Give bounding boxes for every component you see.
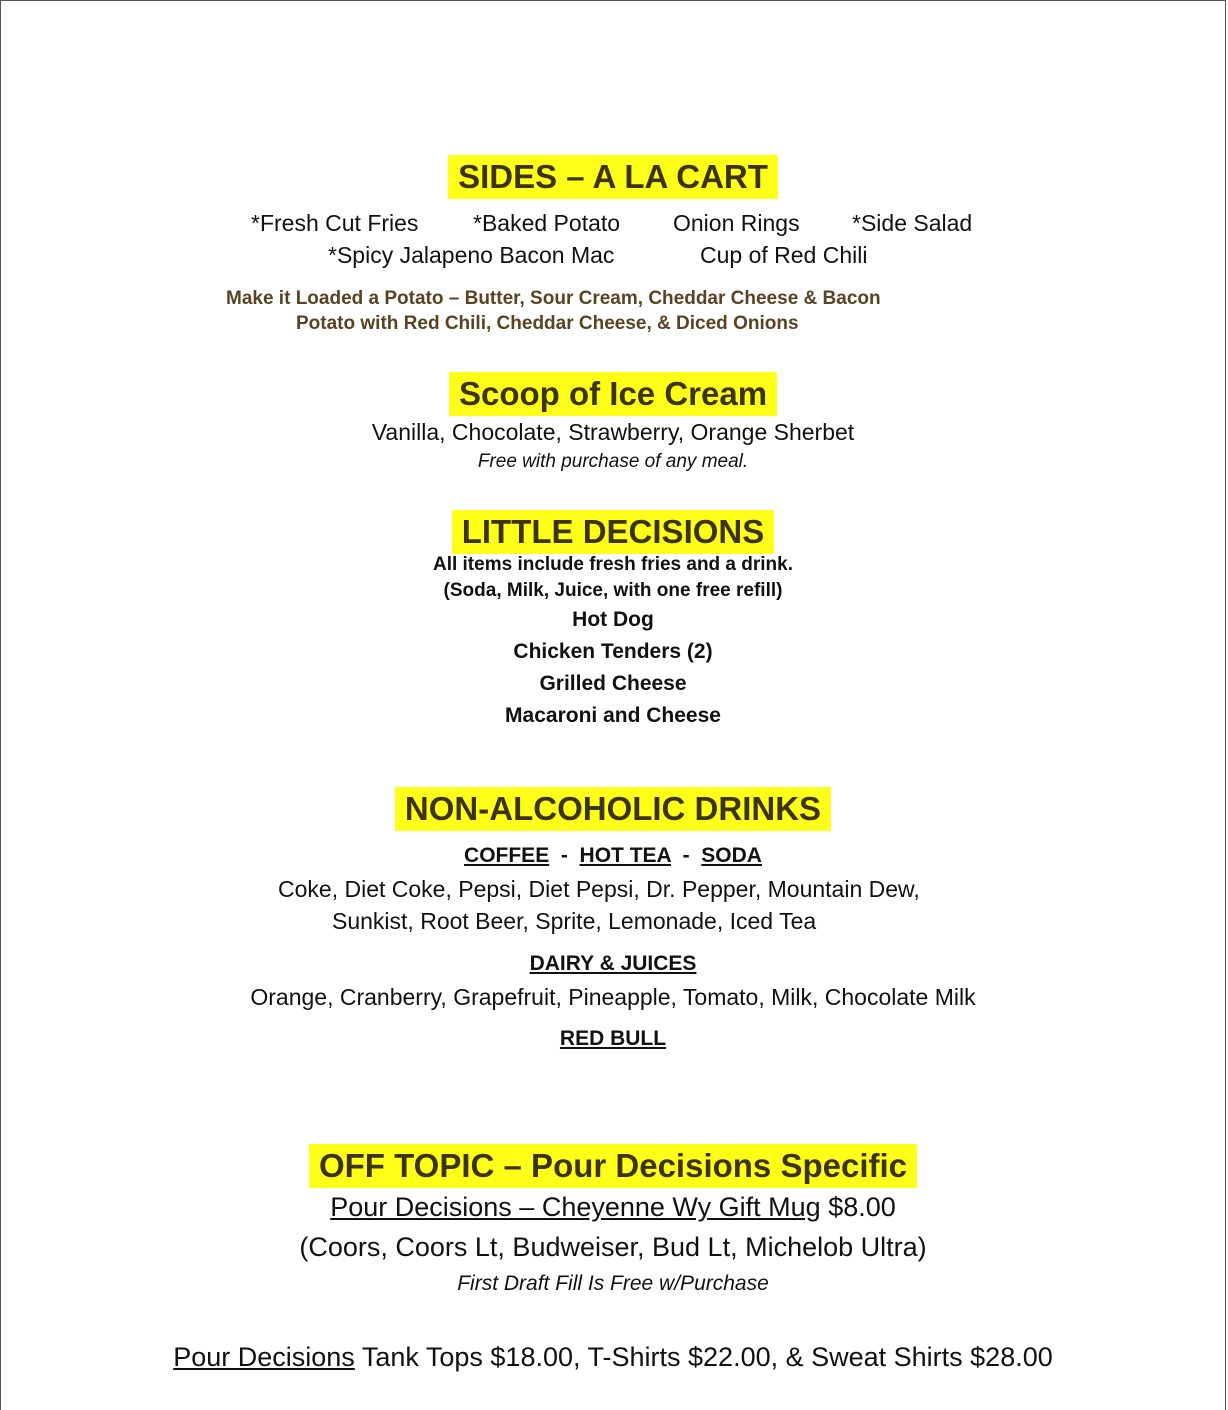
side-baked-potato: *Baked Potato: [473, 210, 621, 236]
loaded-potato-line-1: Make it Loaded a Potato – Butter, Sour Cream, Cheddar Cheese & Bacon: [226, 288, 881, 309]
loaded-potato-line-2: Potato with Red Chili, Cheddar Cheese, & Diced Onions: [296, 313, 799, 334]
merch-brand: Pour Decisions: [173, 1342, 355, 1372]
kids-item-chicken-tenders: Chicken Tenders (2): [513, 640, 713, 663]
ice-cream-title: Scoop of Ice Cream: [449, 372, 777, 416]
kids-item-mac-cheese: Macaroni and Cheese: [505, 704, 721, 727]
mug-line: [1, 1192, 1225, 1223]
separator: -: [560, 844, 568, 867]
off-topic-title: OFF TOPIC – Pour Decisions Specific: [309, 1144, 917, 1188]
sides-title: SIDES – A LA CART: [448, 155, 778, 199]
mug-label: Pour Decisions – Cheyenne Wy Gift Mug: [330, 1192, 821, 1222]
side-fries: *Fresh Cut Fries: [251, 210, 419, 236]
little-decisions-title: LITTLE DECISIONS: [452, 510, 775, 554]
merch-prices: Tank Tops $18.00, T-Shirts $22.00, & Sweat Shirts $28.00: [354, 1342, 1053, 1372]
side-salad: *Side Salad: [852, 210, 973, 236]
off-topic-section: [1, 1144, 1225, 1188]
soda-list-2: Sunkist, Root Beer, Sprite, Lemonade, Iced Tea: [332, 908, 817, 934]
dairy-title: DAIRY & JUICES: [529, 952, 697, 975]
kids-note-1: All items include fresh fries and a drink.: [432, 554, 794, 575]
sides-section: [1, 155, 1225, 199]
mug-price: $8.00: [820, 1192, 896, 1222]
little-decisions-section: [1, 510, 1225, 554]
side-onion-rings: Onion Rings: [673, 210, 800, 236]
fill-note: First Draft Fill Is Free w/Purchase: [457, 1272, 769, 1295]
soda-label: SODA: [701, 844, 762, 867]
red-bull-label: RED BULL: [559, 1027, 667, 1050]
drinks-title: NON-ALCOHOLIC DRINKS: [395, 787, 831, 831]
ice-cream-flavors: Vanilla, Chocolate, Strawberry, Orange Sherbet: [371, 419, 855, 445]
drinks-section: [1, 787, 1225, 831]
kids-item-grilled-cheese: Grilled Cheese: [539, 672, 687, 695]
beer-list: (Coors, Coors Lt, Budweiser, Bud Lt, Michelob Ultra): [299, 1232, 927, 1262]
merch-line: [1, 1342, 1225, 1373]
coffee-label: COFFEE: [464, 844, 550, 867]
side-chili: Cup of Red Chili: [700, 242, 868, 268]
side-mac: *Spicy Jalapeno Bacon Mac: [328, 242, 615, 268]
hot-tea-label: HOT TEA: [579, 844, 671, 867]
kids-item-hot-dog: Hot Dog: [572, 608, 654, 631]
hot-drinks-line: [1, 844, 1225, 868]
ice-cream-section: [1, 372, 1225, 416]
separator: -: [682, 844, 690, 867]
soda-list-1: Coke, Diet Coke, Pepsi, Diet Pepsi, Dr. Pepper, Mountain Dew,: [278, 876, 920, 902]
ice-cream-note: Free with purchase of any meal.: [477, 451, 749, 472]
kids-note-2: (Soda, Milk, Juice, with one free refill): [443, 580, 783, 601]
dairy-list: Orange, Cranberry, Grapefruit, Pineapple, Tomato, Milk, Chocolate Milk: [250, 984, 976, 1010]
